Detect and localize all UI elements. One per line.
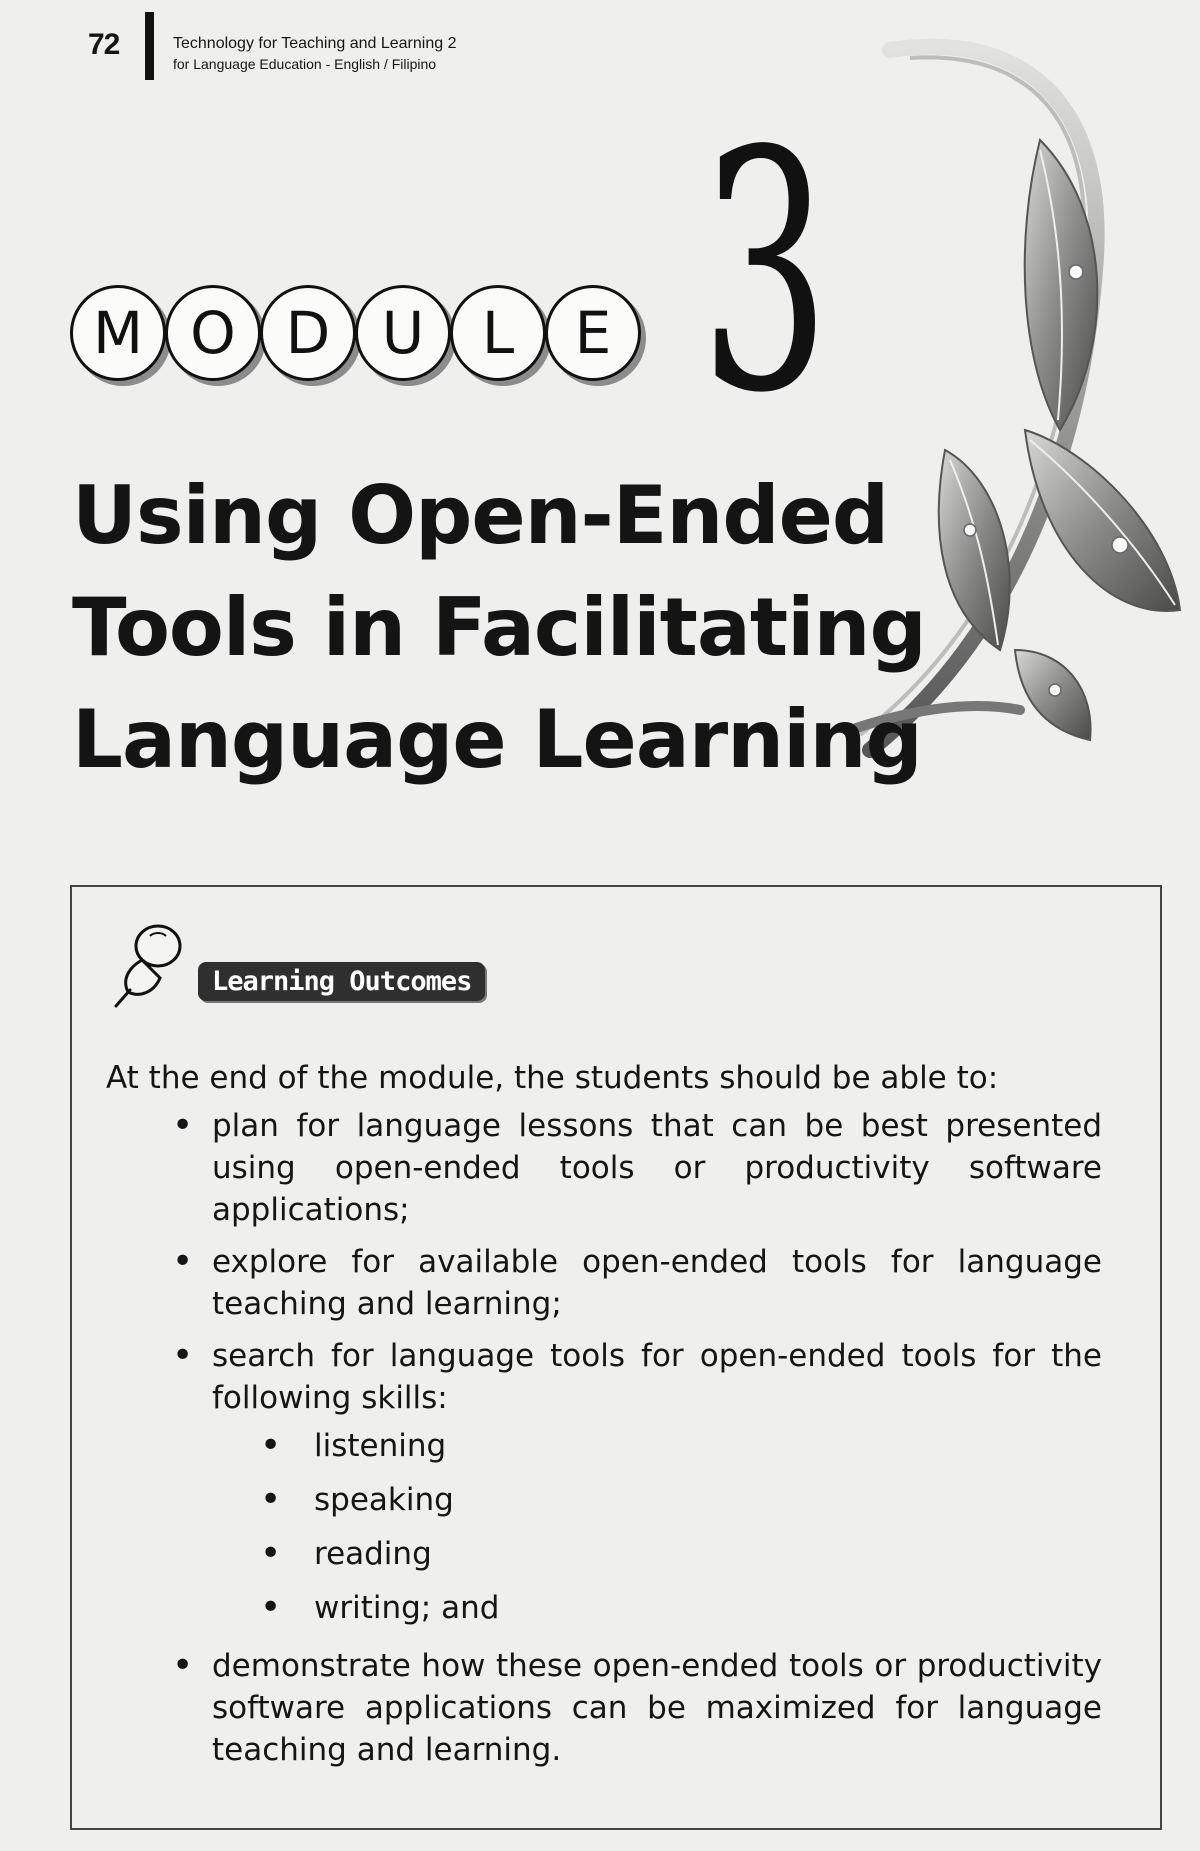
skill-item: • listening [212,1419,1102,1473]
book-title [173,33,456,75]
module-title-line: Tools in Facilitating [72,581,926,674]
module-number: 3 [700,81,831,465]
module-title-line: Language Learning [72,693,922,786]
module-letter: D [260,285,356,381]
outcome-list [172,1105,1102,1781]
header-divider [145,12,154,80]
module-letter: O [165,285,261,381]
outcomes-intro: At the end of the module, the students should be able to: [106,1060,999,1096]
outcome-item: • plan for language lessons that can be best presented using open-ended tools or productivity software applications; [172,1105,1102,1231]
book-title-line-1: Technology for Teaching and Learning 2 [173,35,457,52]
outcome-item [172,1335,1102,1635]
module-title [72,460,926,796]
module-letter: M [70,285,166,381]
pushpin-icon [108,918,188,1008]
learning-outcomes-label: Learning Outcomes [198,962,485,1001]
book-title-line-2: for Language Education - English / Filipino [173,56,437,72]
outcome-item: • explore for available open-ended tools for language teaching and learning; [172,1241,1102,1325]
module-title-line: Using Open-Ended [72,469,889,562]
skill-list [212,1419,1102,1635]
outcome-item-text: search for language tools for open-ended tools for the following skills: [212,1338,1102,1416]
page-number: 72 [88,28,120,61]
skill-item: • reading [212,1527,1102,1581]
outcome-item: • demonstrate how these open-ended tools or productivity software applications can be maximized for language teaching and learning. [172,1645,1102,1771]
skill-item: • speaking [212,1473,1102,1527]
module-letter: L [450,285,546,381]
skill-item: • writing; and [212,1581,1102,1635]
module-letter: E [545,285,641,381]
module-letter: U [355,285,451,381]
